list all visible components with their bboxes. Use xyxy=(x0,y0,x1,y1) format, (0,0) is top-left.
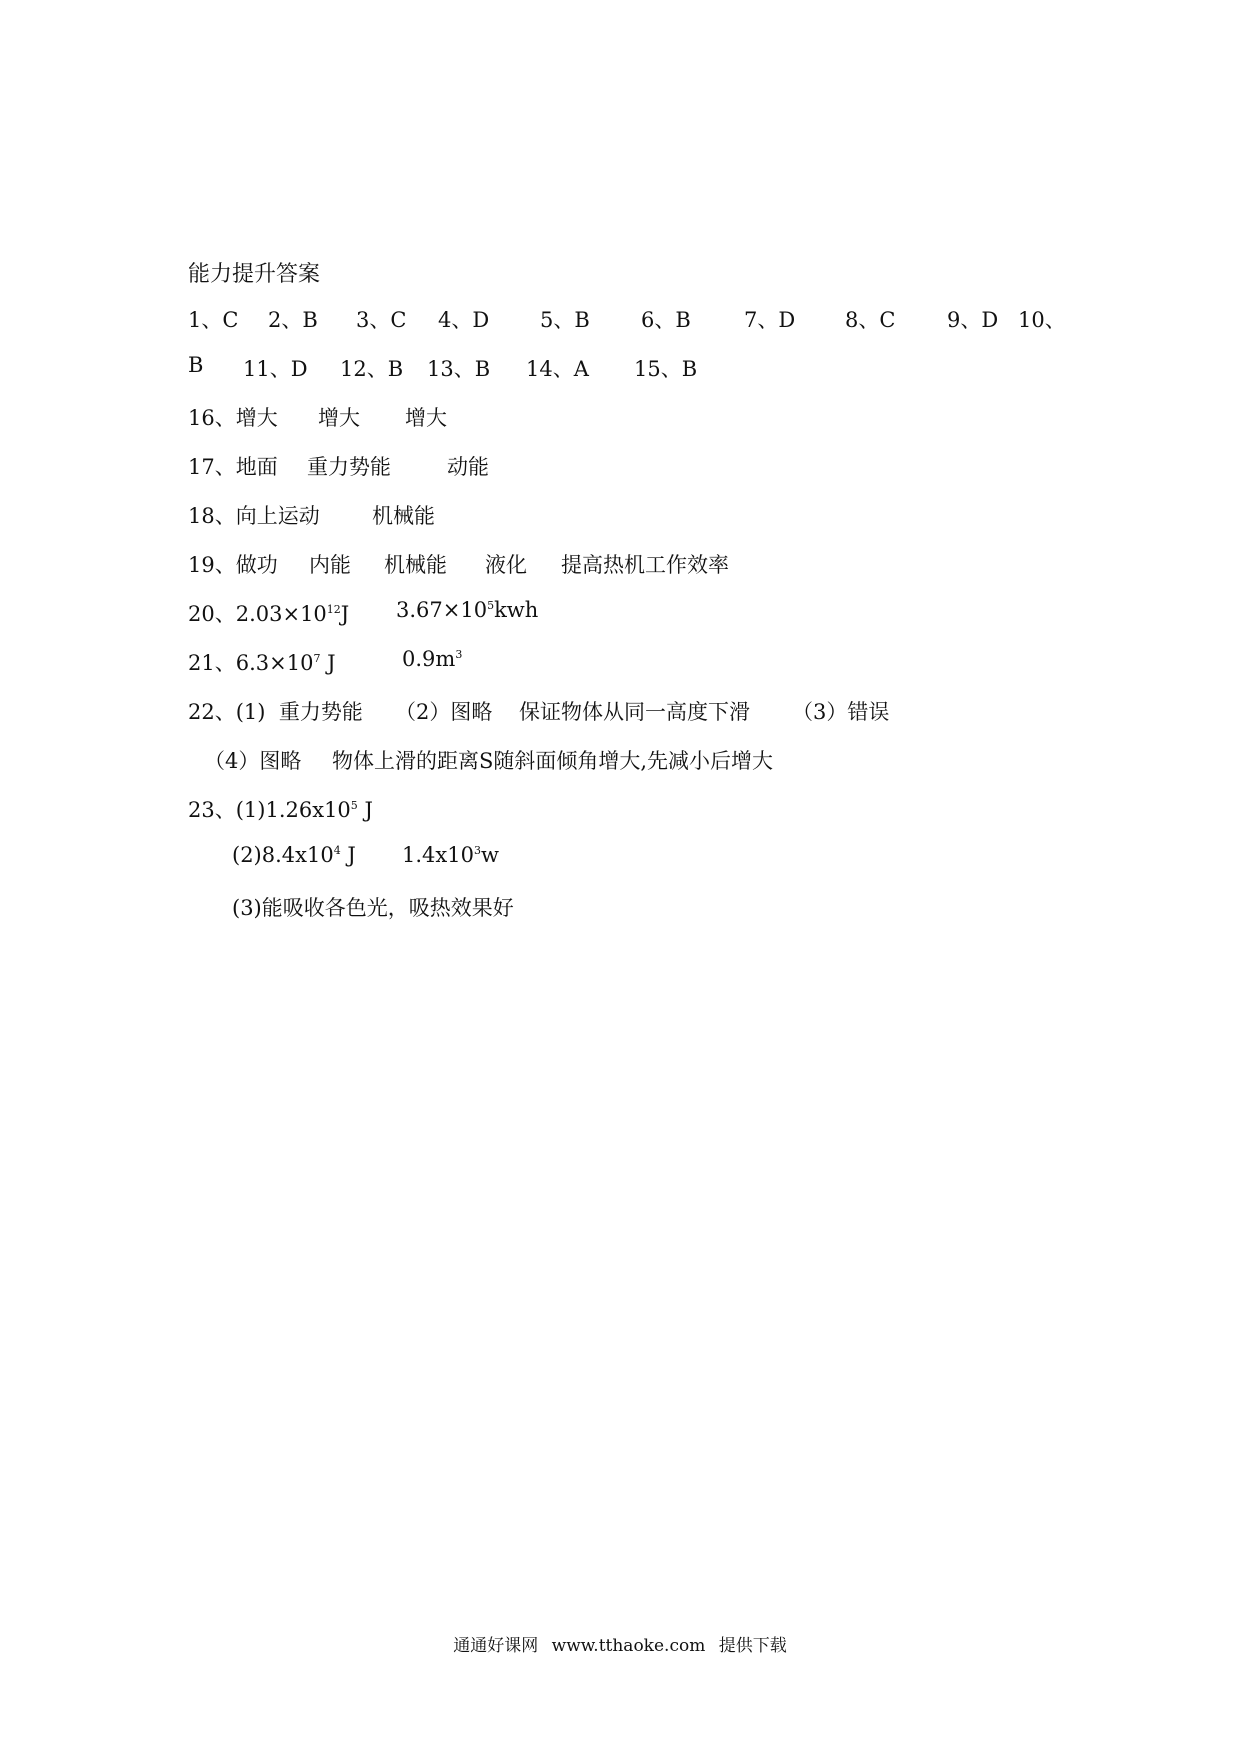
value-base: 0.9m xyxy=(402,647,456,671)
unit: J xyxy=(340,602,350,626)
answer-item: 15、B xyxy=(634,357,698,381)
unit: kwh xyxy=(494,598,539,622)
answer-part: （4）图略 xyxy=(204,749,302,773)
answer-23-part-3 xyxy=(0,892,1240,922)
page-title: 能力提升答案 xyxy=(188,262,321,287)
answer-23-part-2 xyxy=(0,843,1240,873)
answer-22-line-1 xyxy=(0,696,1240,726)
exponent: 5 xyxy=(487,599,495,612)
answer-part xyxy=(402,647,462,671)
answer-item: 11、D xyxy=(243,357,308,381)
value-base: 21、6.3×10 xyxy=(188,651,314,675)
answer-20 xyxy=(0,598,1240,628)
unit: J xyxy=(357,798,373,822)
answer-part: 机械能 xyxy=(384,553,447,577)
answer-part: （2）图略 xyxy=(395,700,493,724)
mc-row-2 xyxy=(0,353,1240,383)
answer-17 xyxy=(0,451,1240,481)
value-base: 3.67×10 xyxy=(396,598,488,622)
answer-part xyxy=(396,598,538,622)
answer-16 xyxy=(0,402,1240,432)
answer-item: 8、C xyxy=(845,308,896,332)
exponent: 4 xyxy=(333,844,341,857)
footer-site-name: 通通好课网 xyxy=(453,1636,539,1656)
footer-action: 提供下载 xyxy=(718,1636,787,1656)
answer-item: 5、B xyxy=(540,308,590,332)
answer-part: 提高热机工作效率 xyxy=(561,553,729,577)
answer-19 xyxy=(0,549,1240,579)
answer-part: （3）错误 xyxy=(792,700,890,724)
footer-url-link[interactable]: www.tthaoke.com xyxy=(551,1636,706,1656)
value-base: 1.4x10 xyxy=(402,843,474,867)
value-base: 20、2.03×10 xyxy=(188,602,327,626)
answer-part xyxy=(188,794,373,824)
unit: w xyxy=(480,843,499,867)
answer-part xyxy=(402,843,499,867)
exponent: 5 xyxy=(350,799,358,812)
answer-item: 6、B xyxy=(641,308,691,332)
exponent: 12 xyxy=(326,603,341,616)
answer-22-line-2 xyxy=(0,745,1240,775)
value-base: (2)8.4x10 xyxy=(232,843,334,867)
answer-part: (3)能吸收各色光，吸热效果好 xyxy=(232,896,514,920)
answer-18 xyxy=(0,500,1240,530)
answer-part: 22、(1) 重力势能 xyxy=(188,700,363,724)
answer-item: 3、C xyxy=(356,308,407,332)
answer-part: 内能 xyxy=(309,553,351,577)
answer-part: 动能 xyxy=(447,455,489,479)
answer-part xyxy=(232,843,356,867)
answer-item: 7、D xyxy=(744,308,796,332)
exponent: 7 xyxy=(313,652,321,665)
answer-part: 机械能 xyxy=(372,504,435,528)
answer-23-part-1 xyxy=(0,794,1240,824)
answer-item: 13、B xyxy=(427,357,491,381)
answer-part: 保证物体从同一高度下滑 xyxy=(519,700,750,724)
answer-part: 增大 xyxy=(318,406,360,430)
unit: J xyxy=(340,843,356,867)
answer-part xyxy=(188,647,336,677)
exponent: 3 xyxy=(455,648,463,661)
answer-part: 18、向上运动 xyxy=(188,504,320,528)
answer-item: 4、D xyxy=(438,308,490,332)
answer-item: 14、A xyxy=(526,357,589,381)
answer-part: 增大 xyxy=(405,406,447,430)
answer-item: 2、B xyxy=(268,308,318,332)
mc-row-1 xyxy=(0,304,1240,334)
answer-21 xyxy=(0,647,1240,677)
answer-item: B xyxy=(188,353,204,377)
answer-part: 物体上滑的距离S随斜面倾角增大,先减小后增大 xyxy=(332,749,774,773)
answer-part: 16、增大 xyxy=(188,406,278,430)
answer-item: 10、 xyxy=(1018,308,1066,332)
answer-part xyxy=(188,598,349,628)
answer-part: 液化 xyxy=(485,553,527,577)
unit: J xyxy=(320,651,336,675)
answer-item: 9、D xyxy=(947,308,999,332)
answer-item: 1、C xyxy=(188,308,239,332)
answer-part: 19、做功 xyxy=(188,553,278,577)
answer-part: 重力势能 xyxy=(307,455,391,479)
answer-item: 12、B xyxy=(340,357,404,381)
value-base: 23、(1)1.26x10 xyxy=(188,798,351,822)
page-footer xyxy=(0,1631,1240,1656)
answer-part: 17、地面 xyxy=(188,455,278,479)
exponent: 3 xyxy=(473,844,481,857)
